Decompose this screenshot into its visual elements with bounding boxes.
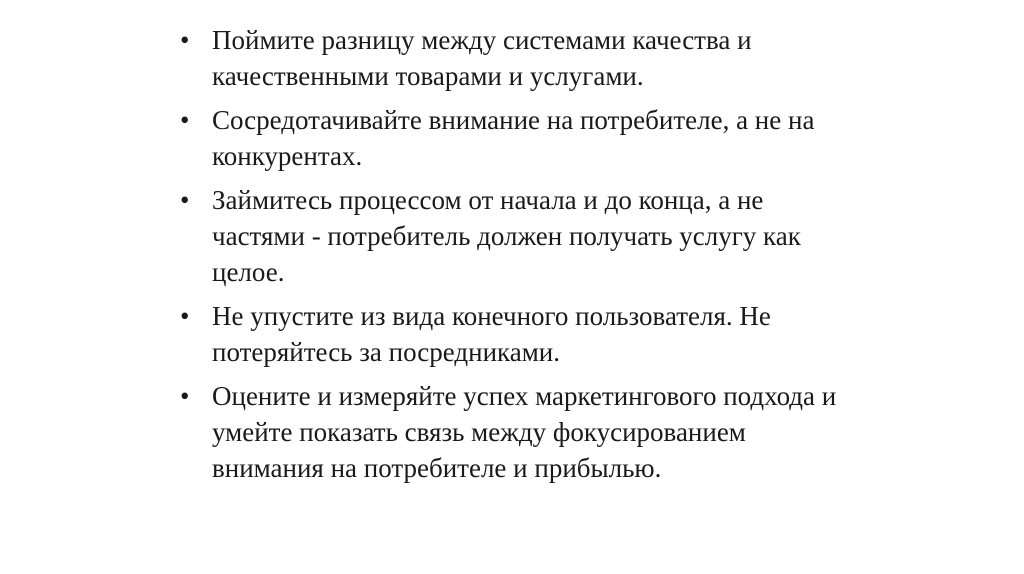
bullet-marker: • [180,105,190,135]
list-item [180,182,840,290]
bullet-text: Сосредотачивайте внимание на потребителе, а не на конкурентах. [212,105,815,171]
bullet-text: Поймите разницу между системами качества и качественными товарами и услугами. [212,25,752,91]
bullet-marker: • [180,25,190,55]
bullet-marker: • [180,381,190,411]
list-item [180,22,840,94]
bullet-text: Не упустите из вида конечного пользователя. Не потеряйтесь за посредниками. [212,301,771,367]
list-item [180,102,840,174]
bullet-text: Займитесь процессом от начала и до конца, а не частями - потребитель должен получать услугу как целое. [212,185,801,287]
bullet-marker: • [180,301,190,331]
list-item [180,378,840,486]
bullet-list [180,22,840,494]
bullet-marker: • [180,185,190,215]
list-item [180,298,840,370]
bullet-text: Оцените и измеряйте успех маркетингового подхода и умейте показать связь между фокусированием внимания на потребителе и прибылью. [212,381,837,483]
